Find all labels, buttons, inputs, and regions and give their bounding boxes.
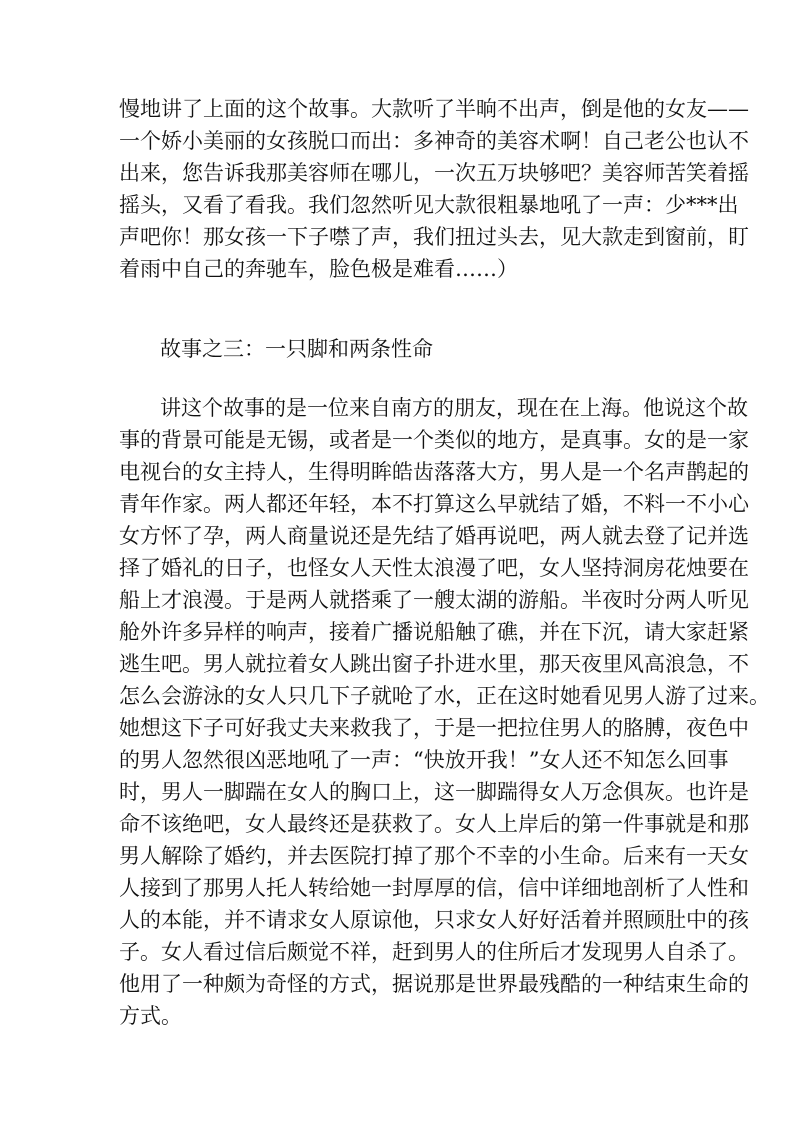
text-line: 时，男人一脚踹在女人的胸口上，这一脚踹得女人万念俱灰。也许是	[119, 780, 749, 804]
text-line: 子。女人看过信后颇觉不祥，赶到男人的住所后才发现男人自杀了。	[119, 940, 749, 964]
text-line: 他用了一种颇为奇怪的方式，据说那是世界最残酷的一种结束生命的	[119, 972, 749, 996]
text-line: 人接到了那男人托人转给她一封厚厚的信，信中详细地剖析了人性和	[119, 876, 749, 900]
text-line: 讲这个故事的是一位来自南方的朋友，现在在上海。他说这个故	[160, 396, 748, 420]
text-line: 方式。	[119, 1004, 182, 1028]
text-line: 命不该绝吧，女人最终还是获救了。女人上岸后的第一件事就是和那	[119, 812, 749, 836]
text-line: 摇头，又看了看我。我们忽然听见大款很粗暴地吼了一声：少***出	[119, 193, 739, 217]
text-line: 怎么会游泳的女人只几下子就呛了水，正在这时她看见男人游了过来。	[119, 684, 770, 708]
text-line: 着雨中自己的奔驰车，脸色极是难看……）	[119, 257, 518, 281]
text-line: 她想这下子可好我丈夫来救我了，于是一把拉住男人的胳膊，夜色中	[119, 716, 749, 740]
text-line: 逃生吧。男人就拉着女人跳出窗子扑进水里，那天夜里风高浪急，不	[119, 652, 749, 676]
text-line: 船上才浪漫。于是两人就搭乘了一艘太湖的游船。半夜时分两人听见	[119, 588, 749, 612]
text-line: 青年作家。两人都还年轻，本不打算这么早就结了婚，不料一不小心	[119, 492, 749, 516]
text-line: 人的本能，并不请求女人原谅他，只求女人好好活着并照顾肚中的孩	[119, 908, 749, 932]
text-line: 声吧你！那女孩一下子噤了声，我们扭过头去，见大款走到窗前，盯	[119, 225, 749, 249]
text-line: 男人解除了婚约，并去医院打掉了那个不幸的小生命。后来有一天女	[119, 844, 749, 868]
text-line: 慢地讲了上面的这个故事。大款听了半晌不出声，倒是他的女友——	[119, 97, 749, 121]
text-line: 择了婚礼的日子，也怪女人天性太浪漫了吧，女人坚持洞房花烛要在	[119, 556, 749, 580]
text-line: 女方怀了孕，两人商量说还是先结了婚再说吧，两人就去登了记并选	[119, 524, 749, 548]
text-line: 电视台的女主持人，生得明眸皓齿落落大方，男人是一个名声鹊起的	[119, 460, 749, 484]
text-line: 一个娇小美丽的女孩脱口而出：多神奇的美容术啊！自己老公也认不	[119, 129, 749, 153]
text-line: 的男人忽然很凶恶地吼了一声：“快放开我！”女人还不知怎么回事	[119, 748, 729, 772]
text-line: 事的背景可能是无锡，或者是一个类似的地方，是真事。女的是一家	[119, 428, 749, 452]
text-line: 舱外许多异样的响声，接着广播说船触了礁，并在下沉，请大家赶紧	[119, 620, 749, 644]
section-heading: 故事之三：一只脚和两条性命	[160, 337, 433, 361]
text-line: 出来，您告诉我那美容师在哪儿，一次五万块够吧？美容师苦笑着摇	[119, 161, 749, 185]
